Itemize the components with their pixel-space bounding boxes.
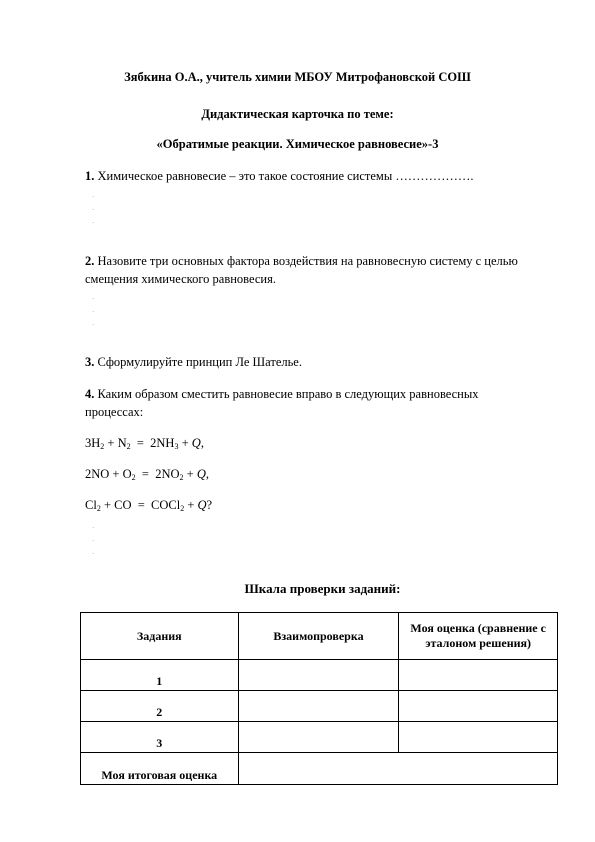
peer-check-cell[interactable] bbox=[238, 691, 399, 722]
header-tasks: Задания bbox=[81, 613, 239, 660]
final-grade-cell[interactable] bbox=[238, 753, 557, 785]
header-peer-check: Взаимопроверка bbox=[238, 613, 399, 660]
question-3-number: 3. bbox=[85, 355, 95, 369]
question-4-number: 4. bbox=[85, 387, 95, 401]
question-1 bbox=[85, 167, 525, 185]
table-row bbox=[81, 691, 558, 722]
answer-space-4: · · · bbox=[92, 524, 95, 558]
formula-2: $2NO + O_2 = 2NO_2 + Q$, bbox=[85, 467, 209, 482]
final-grade-label: Моя итоговая оценка bbox=[101, 768, 218, 782]
table-header-row bbox=[81, 613, 558, 660]
question-3-text: Сформулируйте принцип Ле Шателье. bbox=[97, 355, 302, 369]
peer-check-cell[interactable] bbox=[238, 722, 399, 753]
card-title: Дидактическая карточка по теме: bbox=[201, 107, 394, 121]
peer-check-cell[interactable] bbox=[238, 660, 399, 691]
table-row bbox=[81, 722, 558, 753]
question-2-number: 2. bbox=[85, 254, 95, 268]
header-my-grade: Моя оценка (сравнение с эталоном решения) bbox=[399, 613, 558, 660]
my-grade-cell[interactable] bbox=[399, 722, 558, 753]
table-row bbox=[81, 660, 558, 691]
answer-space-2: · · · bbox=[92, 295, 95, 329]
question-4-text: Каким образом сместить равновесие вправо в следующих равновесных процессах: bbox=[85, 387, 479, 419]
question-1-text: Химическое равновесие – это такое состояние системы ………………. bbox=[97, 169, 474, 183]
my-grade-cell[interactable] bbox=[399, 691, 558, 722]
formula-3: $Cl_2$ + CO = COCl$_2$ + Q? bbox=[85, 498, 213, 513]
question-2 bbox=[85, 252, 525, 288]
topic-title: «Обратимые реакции. Химическое равновесие»-3 bbox=[156, 137, 439, 151]
answer-space-1: · · · bbox=[92, 193, 95, 227]
row-number: 2 bbox=[156, 705, 163, 719]
question-3 bbox=[85, 353, 525, 371]
formula-1: $3H_2 + N_2 = 2NH_3 + Q$, bbox=[85, 436, 204, 451]
author-line: Зябкина О.А., учитель химии МБОУ Митрофановской СОШ bbox=[124, 70, 471, 84]
question-4 bbox=[85, 385, 525, 421]
question-2-text: Назовите три основных фактора воздействия на равновесную систему с целью смещения химического равновесия. bbox=[85, 254, 518, 286]
score-table bbox=[80, 612, 558, 785]
question-1-number: 1. bbox=[85, 169, 95, 183]
table-title: Шкала проверки заданий: bbox=[244, 581, 401, 596]
row-number: 3 bbox=[156, 736, 163, 750]
final-grade-row bbox=[81, 753, 558, 785]
row-number: 1 bbox=[156, 674, 163, 688]
my-grade-cell[interactable] bbox=[399, 660, 558, 691]
